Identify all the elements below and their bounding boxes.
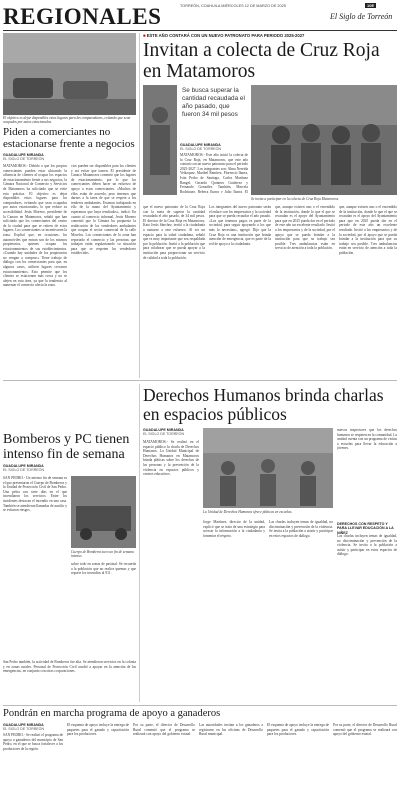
programa-body-col4: Las autoridades invitan a los ganaderos a registrarse en las oficinas de Desarrollo Rural municipal. [199, 723, 263, 737]
top-left-headline: Piden a comerciantes no estacionarse frente a negocios [3, 126, 135, 150]
top-left-byline [3, 153, 73, 162]
byline-outlet: EL SIGLO DE TORREÓN [143, 432, 185, 437]
cruz-roja-body-col2: que el nuevo patronato de la Cruz Roja con la meta de superar la cantidad recaudada el año pasado, de 34 mil pesos. El director de la Cruz Roja en Matamoros, Kato Jesús Sánchez, invitó a la ciudadanía a sumarse a este esfuerzo. Al ser un espacio para la salud ciudadana, señaló que es muy importante que sea respaldada por la población. Invitó a la población que para colaborar que se pueda apoyar a la institución para proporcionar un servicio de calidad a toda la población. [143, 205, 205, 260]
bomberos-body-col2: sobre todo en zonas de pastizal. Se recuerda a la población que no realice quemas y que reporte los incendios al 911. [71, 562, 136, 576]
kicker-text: ESTE AÑO CONTARÁ CON UN NUEVO PATRONATO PARA PERIODO 2025-2027 [146, 33, 305, 38]
cruz-roja-body-col1: MATAMOROS.- Este año inició la colecta de la Cruz Roja, en Matamoros, que este año contará con un nuevo patronato para el periodo 2025-2027. Los integrantes son: Alma Nereida Velázquez, Maribel Ramírez, Florencio Ibarra, Iván Pedro de Santiago, Carlos Martínez Rangel, Gerardo Quintero Gutiérrez y Fernando González. También, Marcela Rodríguez, Rebeca Ibarra y Julio Ibarra. El [180, 153, 248, 193]
cruz-roja-body-col4: que, aunque existen uno o el encendido de la institución, donde lo que el que se recaudan es el apoyo del Ayuntamiento para que en 2025 pueda dar en el periodo de este año un excelente resultado. Invitó a los empresarios y de la sociedad, por el apoyo que se pueda brindar a la institución para que su trabajo sea posible. Tres ambulancias están en servicio de atención a toda la población. [275, 205, 335, 251]
derechos-sidebar-title: DERECHOS CON RESPETO Y PARA LLEVAR EDUCACIÓN A LA NIÑEZ [337, 522, 394, 535]
photo-derechos [203, 428, 333, 508]
volunteer-photo-icon [143, 85, 177, 195]
group-photo-icon [251, 85, 397, 195]
byline-author: GUADALUPE MIRANDA [3, 153, 44, 157]
cruz-roja-kicker [143, 33, 397, 38]
top-left-body-col1: MATAMOROS.- Debido a que los propios comerciantes pueden estar ubicando la afluencia de clientes al ocupar los espacios de estacionamiento frente a sus negocios, la Cámara Nacional de Comercio y Servicios de Matamoros ha solicitado que se evite esta práctica. El objetivo es dejar disponibles estos lugares para los compradores, evitando que sean ocupados por autos estacionados, lo que reduce su accesibilidad. Jesús Moreno, presidente de la Canaco en Matamoros, señaló que han solicitado que los comerciantes del centro de la ciudad para que se retiren de estos lugares. Los comerciantes se incentivaron la zona. Explicó que, en ocasiones, los automóviles que entran son de los mismos propietarios, quienes ocupan los estacionamientos de sus establecimientos. «Cuando hay unidades de los propietarios no vengan a comprar.» Tiene trabajo de diálogo con los comerciantes para que, en algunos casos, utilicen lugares cercanos estacionamientos. Esto permite que los clientes se estacionen más cerca y no se alejen en esta área, ya que la tendencia al aumentar el comercio afecta la zona. [3, 164, 67, 288]
byline-outlet: EL SIGLO DE TORREÓN [3, 468, 45, 473]
cruz-roja-headline: Invitan a colecta de Cruz Roja en Matamoros [143, 40, 380, 82]
classroom-photo-icon [203, 428, 333, 508]
edition-badge: 10E [367, 3, 375, 8]
programa-body-col6: Por su parte, el director de Desarrollo Rural comentó que el programa se realizará con apoyo del gobierno estatal. [333, 723, 397, 737]
masthead [0, 0, 400, 30]
section-rule [3, 380, 397, 381]
cruz-roja-deck-box [180, 85, 248, 140]
cruz-roja-body-col5: que, aunque existen uno o el encendido de la institución, donde lo que el que se recaudan es el apoyo del Ayuntamiento para que en 2025 pueda dar en el periodo de este año un excelente resultado. Invitó a los empresarios y de la sociedad, por el apoyo que se pueda brindar a la institución para que su trabajo sea posible. Tres ambulancias están en servicio de atención a toda la población. [339, 205, 397, 255]
derechos-body-col3: Las charlas incluyen temas de igualdad, no discriminación y prevención de la violencia. Se invita a la población a asistir y participar en estos espacios de diálogo. [269, 520, 333, 538]
kicker-bullet-icon: ■ [143, 33, 147, 38]
cruz-roja-body-col3: Los integrantes del nuevo patronato serán el enlace con los empresarios y la sociedad para que se pueda recaudar el año pasado. «Los que tenemos pagos es parte de la sociedad, para seguir apoyando a los que más lo necesitan», agregó. Dijo que la Cruz Roja es una institución que brinda atención de emergencia, que es parte de la red de apoyo a la ciudadanía. [209, 205, 271, 246]
programa-body-col5: El esquema de apoyo incluye la entrega de paquetes para el ganado y capacitación para los productores. [267, 723, 329, 737]
programa-body-col1: SAN PEDRO.- Se realizó el programa de apoyo a ganaderos del municipio de San Pedro, en el que se busca fortalecer a los productores de la región. [3, 733, 63, 751]
photo-parked-cars [3, 33, 136, 115]
column-divider [139, 384, 140, 702]
bomberos-byline [3, 464, 73, 473]
bomberos-headline: Bomberos y PC tienen intenso fin de semana [3, 432, 130, 462]
top-left-body-col2: cios pueden ser disponibles para los clientes y así evitar que tomen. El presidente de Canaco Matamoros comentó que los lugares de estacionamiento, por lo que los comerciantes deben hacer un esfuerzo de apoyo a estos comerciantes. «Muchos de ellos están de acuerdo, pero tenemos que darnos a la tarea de que se respete a los tenderos ambulantes. Estamos trabajando en ello de la mano del Ayuntamiento y esperamos que haya resultados», indicó. En cuanto al comercio informal, Jesús Moreno comentó que la Cámara ha propuesto la reubicación de los vendedores ambulantes que ocupan el sector comercial de la calle Morelos. Los comerciantes de la zona han reportado el comercio y las personas que trabajan están regularizando su situación para que se respeten los vendedores establecidos. [71, 164, 136, 256]
derechos-body-col4: nuevos inspectores que los derechos humanos se respeten en la comunidad. La unidad cuenta con un programa de visitas a escuelas para llevar la educación a jóvenes. [337, 428, 397, 451]
photo-cruz-roja-left [143, 85, 177, 195]
cruz-roja-byline [180, 143, 248, 152]
photo-bomberos [71, 476, 136, 548]
programa-body-col2: El esquema de apoyo incluye la entrega de paquetes para el ganado y capacitación para los productores. [67, 723, 129, 737]
programa-byline [3, 723, 63, 732]
top-left-caption: El objetivo es dejar disponibles estos lugares para las comparaduras, evitando que sean ocupados por autos estacionados. [3, 116, 131, 125]
byline-author: GUADALUPE MIRANDA [143, 428, 184, 432]
photo-cruz-roja-group [251, 85, 397, 195]
byline-outlet: EL SIGLO DE TORREÓN [180, 147, 222, 152]
programa-headline: Pondrán en marcha programa de apoyo a ganaderos [3, 708, 221, 719]
byline-author: GUADALUPE MIRANDA [180, 143, 221, 147]
masthead-meta: TORREÓN, COAHUILA MIÉRCOLES 12 DE MARZO DE 2025 [180, 4, 286, 8]
section-title: REGIONALES [3, 4, 162, 29]
bomberos-body-col3: San Pedro también, la actividad de Bomberos fue alta. Se atendieron servicios en la colonia y en zonas rurales. Personal de Protección Civil acudió a apoyar en la atención de las emergencias, en conjunto con otras corporaciones. [3, 660, 136, 674]
newspaper-logo: El Siglo de Torreón [330, 12, 393, 21]
byline-outlet: EL SIGLO DE TORREÓN [3, 727, 45, 732]
derechos-headline: Derechos Humanos brinda charlas en espacios públicos [143, 385, 384, 424]
column-divider [139, 33, 140, 378]
section-rule [3, 705, 397, 706]
cruz-roja-deck: Se busca superar la cantidad recaudada el año pasado, que fueron 34 mil pesos [182, 87, 245, 118]
derechos-sidebar-body: Las charlas incluyen temas de igualdad, no discriminación y prevención de la violencia. Se invita a la población a asistir y participar en estos espacios de diálogo. [337, 534, 397, 557]
fire-truck-photo-icon [71, 476, 136, 548]
derechos-body-col1: MATAMOROS.- Se realizó en el espacio público la charla de Derechos Humanos. La Unidad Municipal de Derechos Humanos en Matamoros brinda pláticas sobre los derechos de las personas y la prevención de la violencia en espacios públicos y centros educativos. [143, 440, 199, 477]
bomberos-caption: Cuerpo de Bomberos tuvo un fin de semana intenso. [71, 550, 134, 559]
byline-outlet: EL SIGLO DE TORREÓN [3, 157, 45, 162]
programa-body-col3: Por su parte, el director de Desarrollo Rural comentó que el programa se realizará con apoyo del gobierno estatal. [133, 723, 195, 737]
derechos-body-col2: Jorge Martínez, director de la unidad, explicó que se trata de una estrategia para acercar la información a la ciudadanía y fomentar el respeto. [203, 520, 265, 538]
bomberos-body-col1: SAN PEDRO.- Un intenso fin de semana es el que presentaron el Cuerpo de Bomberos y la Unidad de Protección Civil de San Pedro. Una pelea con siete días en el que incendiaron los servicios. Entre los incidentes destacan el incendio en una casa. También se atendieron llamadas de auxilio y se evitaron riesgos. [3, 476, 67, 513]
byline-author: GUADALUPE MIRANDA [3, 723, 44, 727]
street-photo-icon [3, 33, 136, 115]
derechos-caption: La Unidad de Derechos Humanos ofrece pláticas en escuelas. [203, 510, 293, 514]
masthead-rule [3, 30, 397, 31]
byline-author: GUADALUPE MIRANDA [3, 464, 44, 468]
derechos-byline [143, 428, 203, 437]
cruz-roja-caption: Se invita a participar en la colecta de Cruz Roja Matamoros. [251, 197, 340, 201]
